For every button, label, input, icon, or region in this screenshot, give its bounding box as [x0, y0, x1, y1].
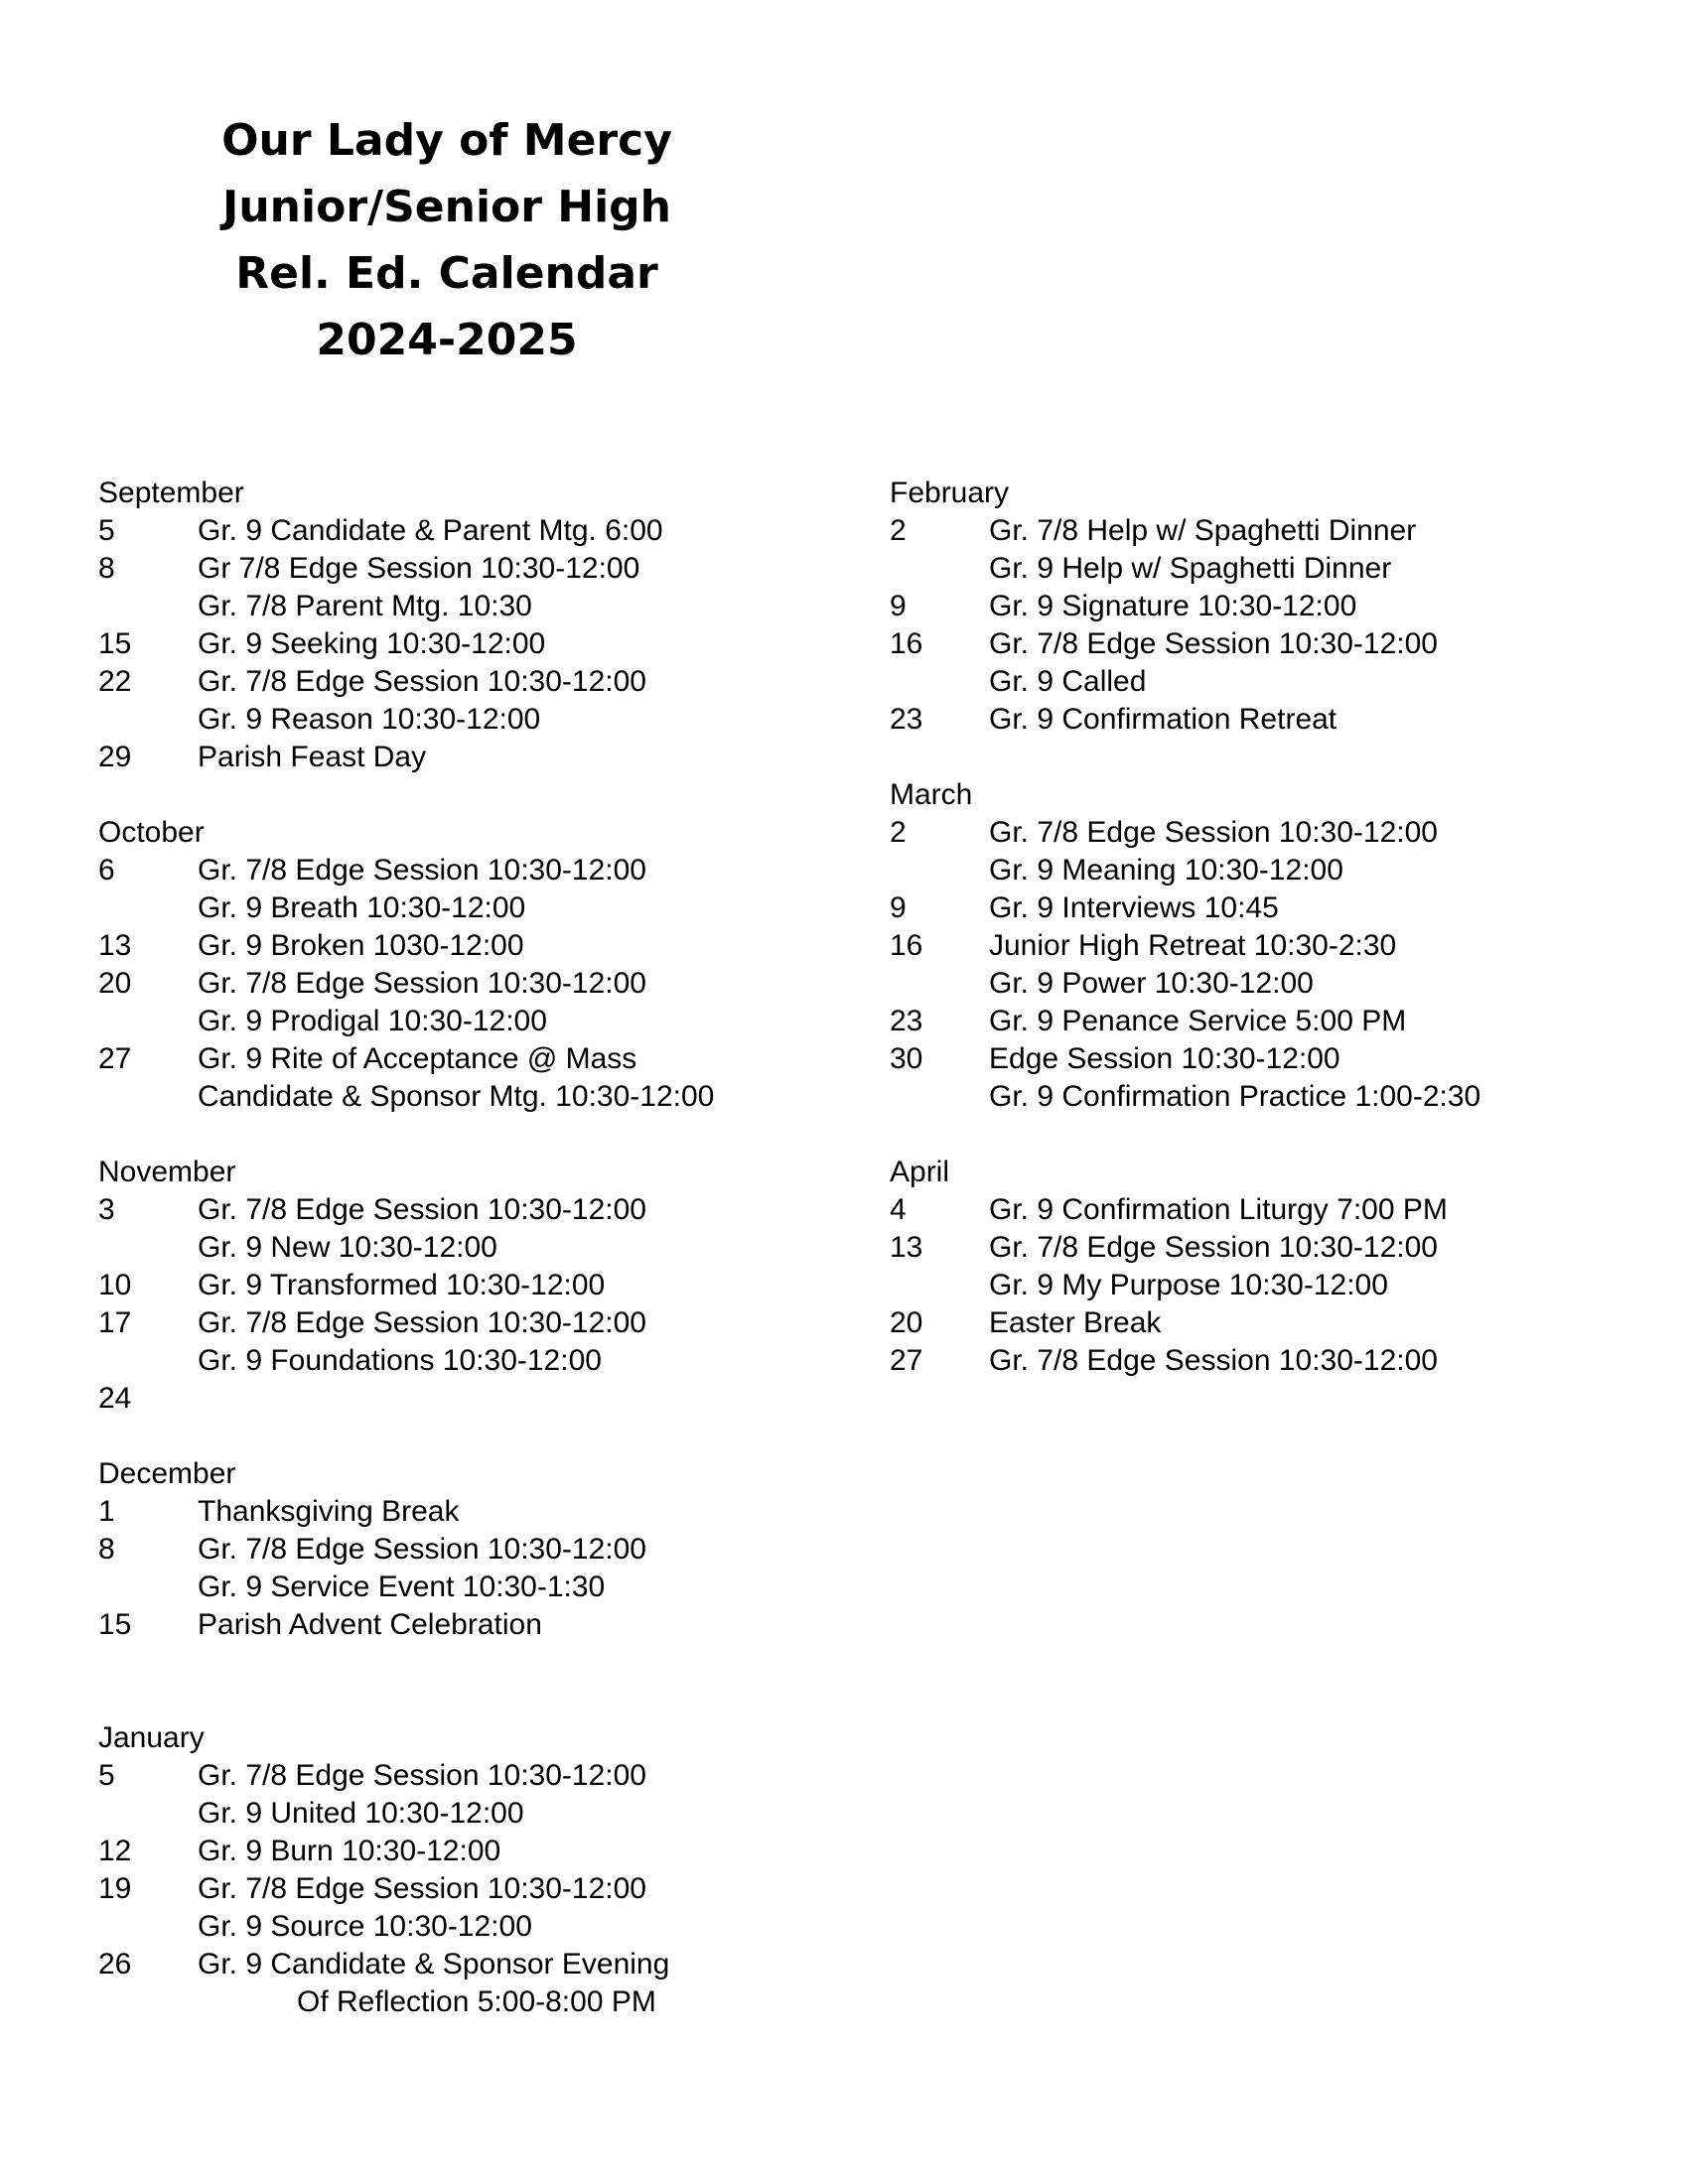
calendar-row: [98, 1606, 853, 1644]
day-number: [890, 550, 989, 588]
day-number: 6: [98, 854, 115, 887]
calendar-row: [98, 1493, 853, 1531]
event-text: Gr. 9 Confirmation Liturgy 7:00 PM: [989, 1193, 1448, 1226]
day-number: 24: [98, 1382, 132, 1415]
calendar-row: [890, 1267, 1664, 1304]
month-name: November: [98, 1156, 236, 1188]
event-text: Gr. 9 Confirmation Retreat: [989, 703, 1337, 736]
calendar-row: [890, 1191, 1664, 1229]
day-number: [98, 588, 198, 625]
day-number: 5: [98, 1759, 115, 1792]
day-number: 15: [98, 627, 132, 660]
day-number: [98, 1342, 198, 1380]
day-number: [890, 1267, 989, 1304]
event-text: Junior High Retreat 10:30-2:30: [989, 929, 1397, 962]
day-number: [98, 701, 198, 739]
calendar-row: [890, 1003, 1664, 1040]
title-line: Rel. Ed. Calendar: [235, 248, 658, 299]
event-text: Gr. 9 Candidate & Parent Mtg. 6:00: [198, 514, 663, 547]
right-column: [890, 475, 1664, 1418]
calendar-row: [98, 889, 853, 927]
calendar-row: [890, 1229, 1664, 1267]
calendar-row: [890, 1040, 1664, 1078]
calendar-row: [98, 1380, 853, 1418]
day-number: [890, 1078, 989, 1116]
calendar-row: [98, 1757, 853, 1795]
event-text: Gr. 9 Meaning 10:30-12:00: [989, 854, 1343, 887]
month-block: [890, 475, 1664, 739]
calendar-row: [890, 550, 1664, 588]
day-number: 2: [890, 514, 907, 547]
calendar-row: [98, 1342, 853, 1380]
event-text: Easter Break: [989, 1306, 1162, 1339]
calendar-row: [98, 1946, 853, 1983]
day-number: 5: [98, 514, 115, 547]
month-block: [98, 814, 853, 1116]
month-name: October: [98, 816, 205, 849]
month-name: February: [890, 477, 1010, 509]
event-text: Gr. 7/8 Edge Session 10:30-12:00: [989, 816, 1438, 849]
calendar-row: [98, 1833, 853, 1870]
calendar-row: [98, 1569, 853, 1606]
month-block: [890, 776, 1664, 1116]
day-number: 2: [890, 816, 907, 849]
day-number: 9: [890, 891, 907, 924]
month-name: April: [890, 1156, 950, 1188]
calendar-row: [98, 927, 853, 965]
event-text: Gr. 9 Candidate & Sponsor Evening: [198, 1948, 670, 1980]
event-text: Of Reflection 5:00-8:00 PM: [297, 1985, 656, 2018]
calendar-row: [98, 1078, 853, 1116]
day-number: 30: [890, 1042, 923, 1075]
event-text: Gr. 9 Seeking 10:30-12:00: [198, 627, 546, 660]
calendar-title: [129, 107, 765, 373]
calendar-row: [98, 1229, 853, 1267]
event-text: Gr. 9 My Purpose 10:30-12:00: [989, 1269, 1388, 1301]
event-text: Gr. 7/8 Edge Session 10:30-12:00: [198, 854, 646, 887]
calendar-row: [98, 1870, 853, 1908]
month-block: [98, 1455, 853, 1644]
event-text: Parish Feast Day: [198, 741, 427, 773]
day-number: [98, 1983, 198, 2021]
calendar-row: [890, 588, 1664, 625]
calendar-row: [890, 625, 1664, 663]
day-number: 27: [890, 1344, 923, 1377]
month-name: January: [98, 1721, 205, 1754]
day-number: [98, 1908, 198, 1946]
calendar-row: [98, 663, 853, 701]
event-text: Gr. 7/8 Parent Mtg. 10:30: [198, 590, 532, 622]
calendar-row: [890, 663, 1664, 701]
day-number: [890, 965, 989, 1003]
calendar-row: [98, 1531, 853, 1569]
day-number: 10: [98, 1269, 132, 1301]
day-number: 19: [98, 1872, 132, 1905]
calendar-row: [98, 739, 853, 776]
day-number: 27: [98, 1042, 132, 1075]
calendar-row: [98, 512, 853, 550]
calendar-row: [890, 852, 1664, 889]
event-text: Candidate & Sponsor Mtg. 10:30-12:00: [198, 1080, 715, 1113]
calendar-row: [890, 1078, 1664, 1116]
calendar-row: [98, 1983, 853, 2021]
event-text: Gr. 9 Called: [989, 665, 1147, 698]
calendar-row: [98, 1304, 853, 1342]
event-text: Gr. 7/8 Edge Session 10:30-12:00: [989, 1344, 1438, 1377]
event-text: Edge Session 10:30-12:00: [989, 1042, 1340, 1075]
day-number: 1: [98, 1495, 115, 1528]
event-text: Gr. 9 Burn 10:30-12:00: [198, 1835, 501, 1867]
calendar-row: [890, 889, 1664, 927]
calendar-row: [890, 701, 1664, 739]
title-line: 2024-2025: [316, 315, 578, 365]
event-text: Gr. 7/8 Edge Session 10:30-12:00: [198, 665, 646, 698]
event-text: Gr. 9 Penance Service 5:00 PM: [989, 1005, 1407, 1037]
event-text: Gr. 9 Reason 10:30-12:00: [198, 703, 541, 736]
event-text: Gr. 7/8 Edge Session 10:30-12:00: [198, 967, 646, 1000]
month-block: [890, 1154, 1664, 1380]
calendar-row: [98, 588, 853, 625]
event-text: Gr. 9 United 10:30-12:00: [198, 1797, 524, 1830]
day-number: [98, 1078, 198, 1116]
calendar-row: [98, 550, 853, 588]
event-text: Gr. 9 Broken 1030-12:00: [198, 929, 524, 962]
event-text: Gr. 9 Foundations 10:30-12:00: [198, 1344, 602, 1377]
event-text: Gr. 7/8 Edge Session 10:30-12:00: [989, 1231, 1438, 1264]
day-number: 3: [98, 1193, 115, 1226]
event-text: Gr. 7/8 Edge Session 10:30-12:00: [198, 1533, 646, 1566]
calendar-row: [890, 1342, 1664, 1380]
event-text: Gr. 9 New 10:30-12:00: [198, 1231, 497, 1264]
calendar-row: [98, 852, 853, 889]
event-text: Thanksgiving Break: [198, 1495, 460, 1528]
calendar-row: [98, 1191, 853, 1229]
calendar-row: [98, 1003, 853, 1040]
day-number: 22: [98, 665, 132, 698]
calendar-row: [98, 965, 853, 1003]
event-text: Gr. 7/8 Edge Session 10:30-12:00: [989, 627, 1438, 660]
day-number: 23: [890, 703, 923, 736]
event-text: Gr. 9 Help w/ Spaghetti Dinner: [989, 552, 1392, 585]
day-number: 8: [98, 1533, 115, 1566]
day-number: 23: [890, 1005, 923, 1037]
event-text: Gr. 9 Source 10:30-12:00: [198, 1910, 532, 1943]
day-number: 12: [98, 1835, 132, 1867]
day-number: 16: [890, 627, 923, 660]
month-block: [98, 1154, 853, 1418]
day-number: [98, 889, 198, 927]
calendar-row: [98, 625, 853, 663]
event-text: Gr. 7/8 Edge Session 10:30-12:00: [198, 1306, 646, 1339]
event-text: Gr. 9 Confirmation Practice 1:00-2:30: [989, 1080, 1481, 1113]
event-text: Gr. 9 Signature 10:30-12:00: [989, 590, 1357, 622]
day-number: 20: [98, 967, 132, 1000]
title-line: Junior/Senior High: [221, 182, 671, 232]
day-number: [98, 1795, 198, 1833]
calendar-row: [98, 1908, 853, 1946]
month-block: [98, 475, 853, 776]
calendar-row: [890, 512, 1664, 550]
event-text: Gr. 9 Interviews 10:45: [989, 891, 1279, 924]
event-text: Gr. 7/8 Edge Session 10:30-12:00: [198, 1759, 646, 1792]
month-block: [98, 1719, 853, 2021]
calendar-row: [98, 701, 853, 739]
day-number: 16: [890, 929, 923, 962]
event-text: Gr. 9 Transformed 10:30-12:00: [198, 1269, 606, 1301]
calendar-row: [890, 814, 1664, 852]
event-text: Gr. 9 Breath 10:30-12:00: [198, 891, 526, 924]
day-number: 13: [98, 929, 132, 962]
day-number: [98, 1229, 198, 1267]
event-text: Gr. 9 Prodigal 10:30-12:00: [198, 1005, 547, 1037]
event-text: Gr 7/8 Edge Session 10:30-12:00: [198, 552, 640, 585]
day-number: [890, 663, 989, 701]
event-text: Gr. 9 Power 10:30-12:00: [989, 967, 1314, 1000]
title-line: Our Lady of Mercy: [221, 115, 672, 166]
month-name: September: [98, 477, 244, 509]
month-name: March: [890, 778, 973, 811]
calendar-row: [890, 927, 1664, 965]
event-text: Gr. 7/8 Edge Session 10:30-12:00: [198, 1193, 646, 1226]
day-number: [890, 852, 989, 889]
day-number: 26: [98, 1948, 132, 1980]
day-number: 13: [890, 1231, 923, 1264]
event-text: Gr. 9 Rite of Acceptance @ Mass: [198, 1042, 637, 1075]
day-number: 17: [98, 1306, 132, 1339]
day-number: 4: [890, 1193, 907, 1226]
day-number: 15: [98, 1608, 132, 1641]
event-text: Gr. 7/8 Edge Session 10:30-12:00: [198, 1872, 646, 1905]
day-number: 20: [890, 1306, 923, 1339]
spacer: [98, 1682, 853, 1719]
day-number: 29: [98, 741, 132, 773]
day-number: 8: [98, 552, 115, 585]
day-number: [98, 1569, 198, 1606]
calendar-row: [98, 1267, 853, 1304]
day-number: [98, 1003, 198, 1040]
event-text: Gr. 7/8 Help w/ Spaghetti Dinner: [989, 514, 1417, 547]
event-text: Gr. 9 Service Event 10:30-1:30: [198, 1570, 606, 1603]
calendar-row: [890, 965, 1664, 1003]
left-column: [98, 475, 853, 2059]
event-text: [198, 1380, 853, 1418]
calendar-row: [98, 1040, 853, 1078]
calendar-row: [890, 1304, 1664, 1342]
day-number: 9: [890, 590, 907, 622]
calendar-row: [98, 1795, 853, 1833]
month-name: December: [98, 1457, 236, 1490]
event-text: Parish Advent Celebration: [198, 1608, 542, 1641]
